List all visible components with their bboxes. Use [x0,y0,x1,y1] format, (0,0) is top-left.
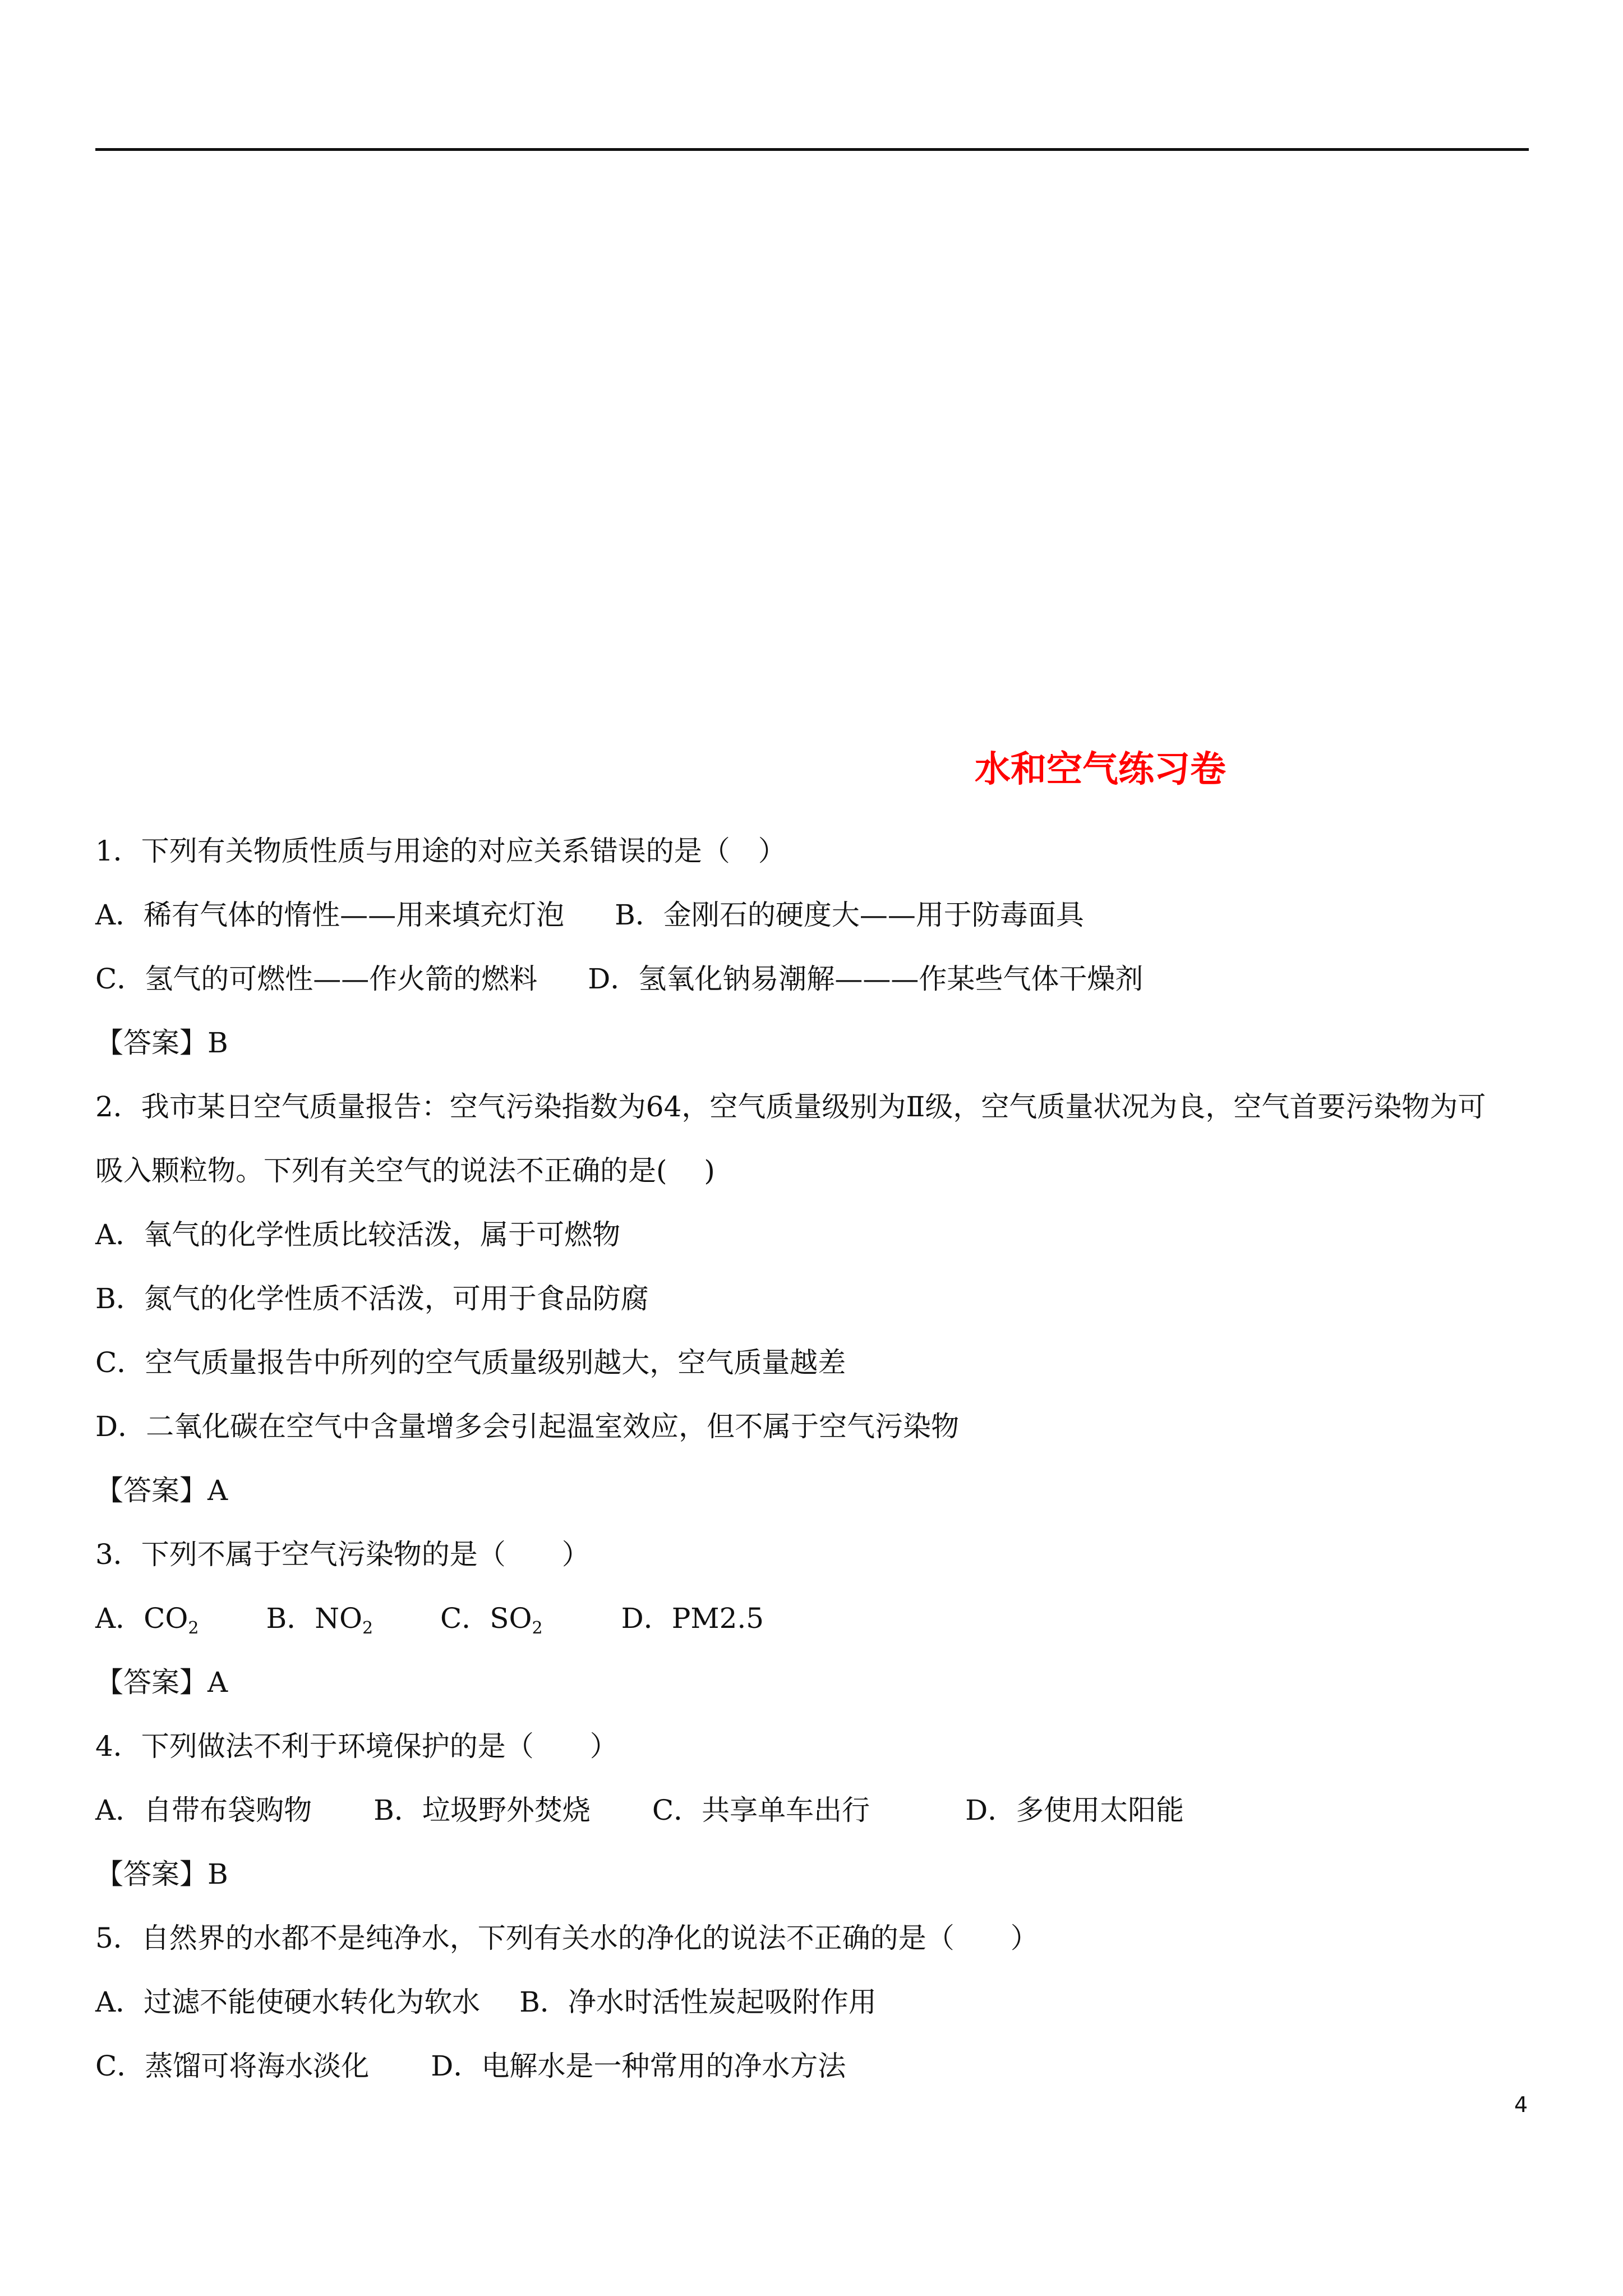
q2-answer: 【答案】A [95,1474,228,1507]
q3-answer: 【答案】A [95,1666,228,1699]
q5-stem: 5．自然界的水都不是纯净水，下列有关水的净化的说法不正确的是（ ） [95,1922,1039,1954]
q5-options-ab [95,1982,877,2022]
q2-stem-line2: 吸入颗粒物。下列有关空气的说法不正确的是( ) [95,1154,715,1187]
q4-options [95,1791,1184,1830]
q4-answer: 【答案】B [95,1858,228,1890]
q5-option-d: D．电解水是一种常用的净水方法 [431,2050,846,2082]
q5-options-cd [95,2046,846,2086]
q1-option-b: B．金刚石的硬度大——用于防毒面具 [615,899,1084,931]
q5-option-b: B．净水时活性炭起吸附作用 [519,1986,877,2018]
q3-option-d: D．PM2.5 [621,1602,764,1635]
q5-option-c: C．蒸馏可将海水淡化 [95,2050,370,2082]
q4-option-d: D．多使用太阳能 [965,1794,1184,1826]
q2-option-c: C．空气质量报告中所列的空气质量级别越大，空气质量越差 [95,1346,846,1379]
q4-option-c: C．共享单车出行 [652,1794,870,1826]
q3-option-c: C．$SO_2$ [440,1602,543,1638]
q4-option-a: A．自带布袋购物 [95,1794,312,1826]
q3-options [95,1599,764,1648]
q1-answer: 【答案】B [95,1027,228,1059]
q1-option-d: D．氢氧化钠易潮解———作某些气体干燥剂 [588,963,1144,995]
q3-option-a: A．$CO_2$ [95,1602,199,1638]
q2-stem-line1: 2．我市某日空气质量报告：空气污染指数为64，空气质量级别为Ⅱ级，空气质量状况为良，空气首要污染物为可 [95,1091,1486,1123]
q1-options-ab [95,895,1084,935]
q2-option-d: D．二氧化碳在空气中含量增多会引起温室效应，但不属于空气污染物 [95,1410,960,1443]
q2-option-a: A．氧气的化学性质比较活泼，属于可燃物 [95,1218,621,1251]
q3-stem: 3．下列不属于空气污染物的是（ ） [95,1538,590,1571]
q1-stem: 1．下列有关物质性质与用途的对应关系错误的是（ ） [95,835,786,867]
q3-option-b: B．$NO_2$ [266,1602,374,1638]
q1-option-c: C．氢气的可燃性——作火箭的燃料 [95,963,538,995]
q1-options-cd [95,959,1143,999]
q2-option-b: B．氮气的化学性质不活泼，可用于食品防腐 [95,1282,649,1315]
page-number: 4 [1514,2092,1528,2117]
q1-option-a: A．稀有气体的惰性——用来填充灯泡 [95,899,565,931]
document-title: 水和空气练习卷 [975,749,1226,790]
q4-option-b: B．垃圾野外焚烧 [374,1794,591,1826]
q4-stem: 4．下列做法不利于环境保护的是（ ） [95,1730,618,1763]
q5-option-a: A．过滤不能使硬水转化为软水 [95,1986,481,2018]
header-rule [95,148,1529,151]
